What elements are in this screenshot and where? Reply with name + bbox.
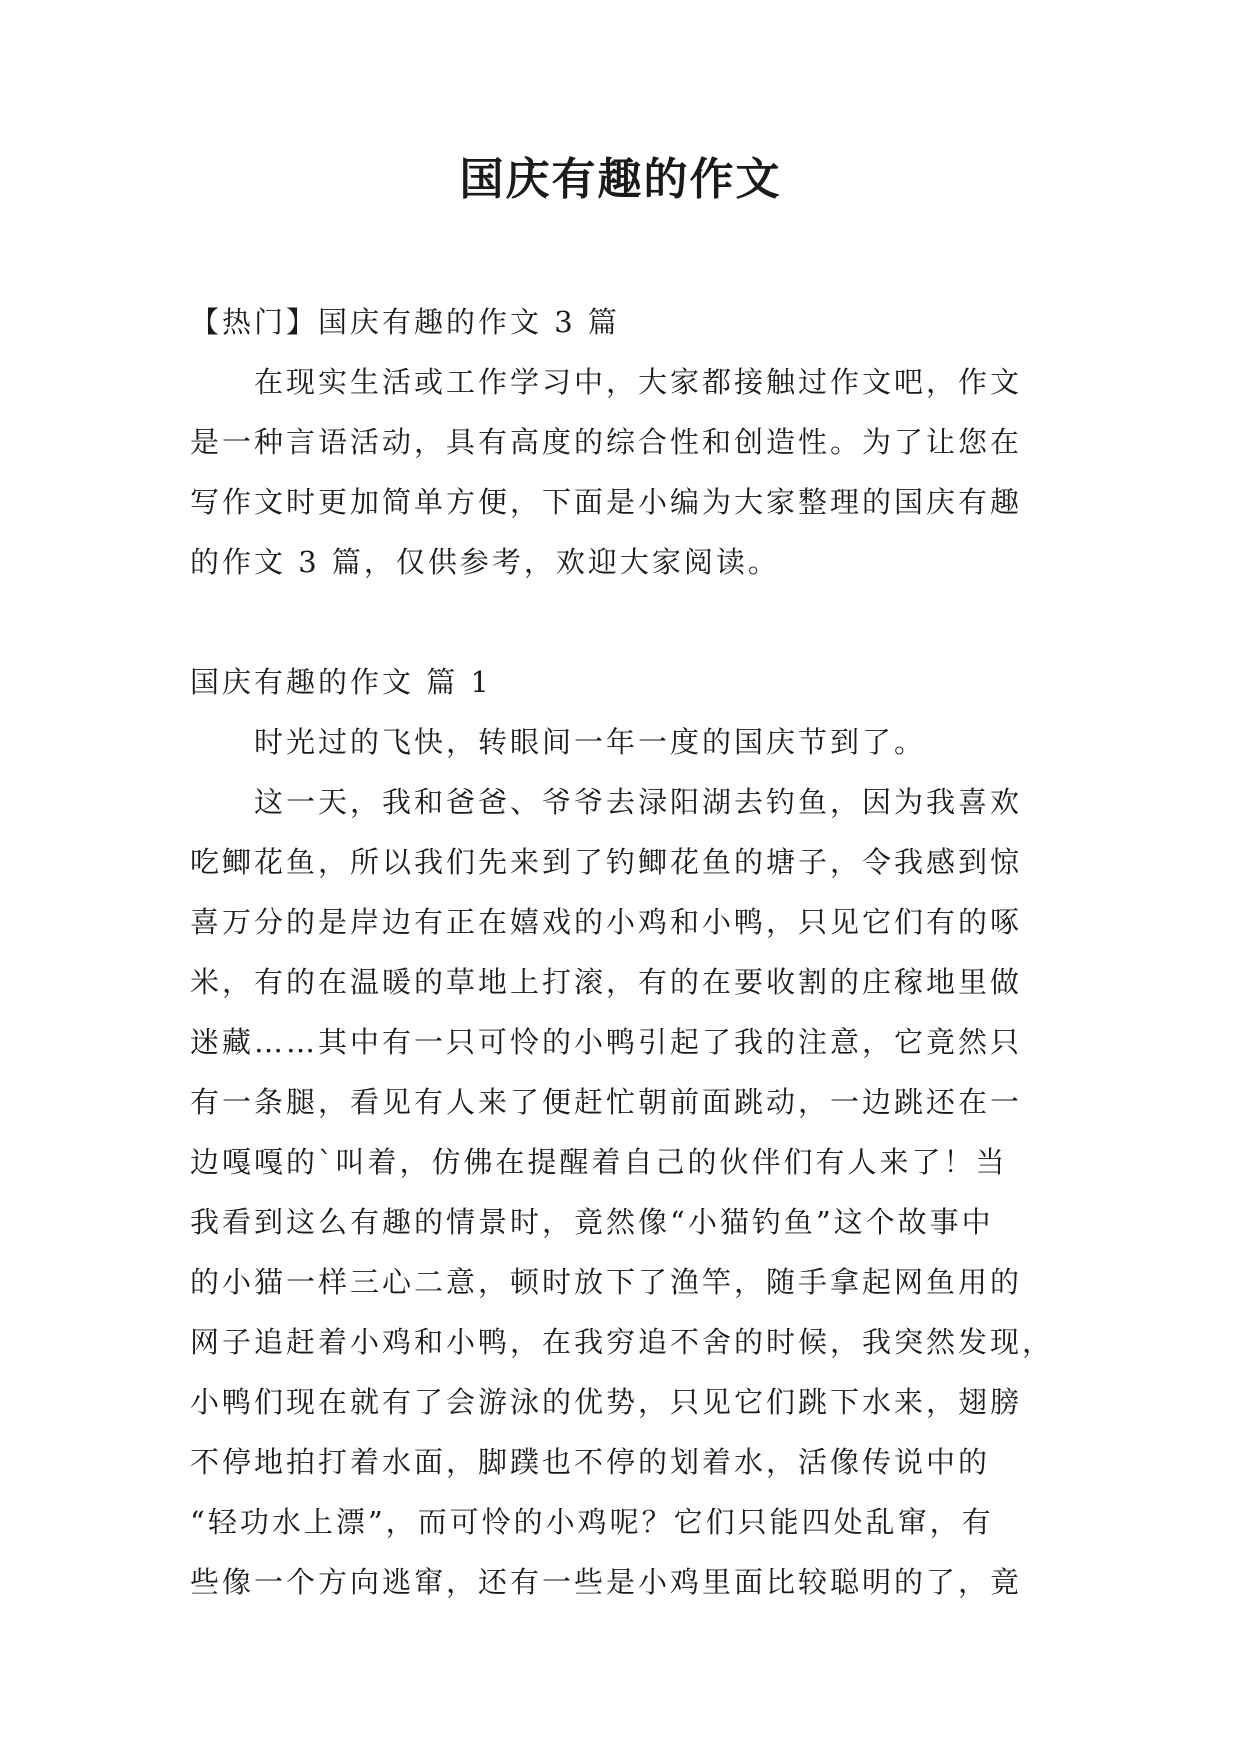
body-line: 小鸭们现在就有了会游泳的优势，只见它们跳下水来，翅膀	[190, 1385, 1023, 1419]
body-line: 米，有的在温暖的草地上打滚，有的在要收割的庄稼地里做	[190, 965, 1023, 999]
body-line: 吃鲫花鱼，所以我们先来到了钓鲫花鱼的塘子，令我感到惊	[190, 845, 1023, 879]
body-line: 迷藏……其中有一只可怜的小鸭引起了我的注意，它竟然只	[190, 1025, 1023, 1059]
section-heading: 国庆有趣的作文 篇 1	[190, 665, 492, 699]
body-line: 的作文 3 篇，仅供参考，欢迎大家阅读。	[190, 545, 780, 579]
body-line: 在现实生活或工作学习中，大家都接触过作文吧，作文	[190, 365, 1023, 399]
body-line: 不停地拍打着水面，脚蹼也不停的划着水，活像传说中的	[190, 1445, 991, 1479]
body-line: 喜万分的是岸边有正在嬉戏的小鸡和小鸭，只见它们有的啄	[190, 905, 1023, 939]
body-line: 时光过的飞快，转眼间一年一度的国庆节到了。	[190, 725, 927, 759]
body-line: 写作文时更加简单方便，下面是小编为大家整理的国庆有趣	[190, 485, 1023, 519]
body-line: 些像一个方向逃窜，还有一些是小鸡里面比较聪明的了，竟	[190, 1565, 1023, 1599]
body-line: 边嘎嘎的`叫着，仿佛在提醒着自己的伙伴们有人来了！当	[190, 1145, 1008, 1179]
body-line: 我看到这么有趣的情景时，竟然像“小猫钓鱼”这个故事中	[190, 1205, 994, 1239]
body-line: 有一条腿，看见有人来了便赶忙朝前面跳动，一边跳还在一	[190, 1085, 1023, 1119]
body-line: 的小猫一样三心二意，顿时放下了渔竿，随手拿起网鱼用的	[190, 1265, 1023, 1299]
blank-line	[190, 592, 1050, 652]
subtitle-line: 【热门】国庆有趣的作文 3 篇	[190, 305, 620, 339]
document-title: 国庆有趣的作文	[459, 154, 782, 205]
body-line: 这一天，我和爸爸、爷爷去渌阳湖去钓鱼，因为我喜欢	[190, 785, 1023, 819]
document-body	[190, 292, 1055, 1612]
body-line: 是一种言语活动，具有高度的综合性和创造性。为了让您在	[190, 425, 1023, 459]
body-line: “轻功水上漂”，而可怜的小鸡呢？它们只能四处乱窜，有	[190, 1505, 994, 1539]
body-line: 网子追赶着小鸡和小鸭，在我穷追不舍的时候，我突然发现，	[190, 1325, 1055, 1359]
